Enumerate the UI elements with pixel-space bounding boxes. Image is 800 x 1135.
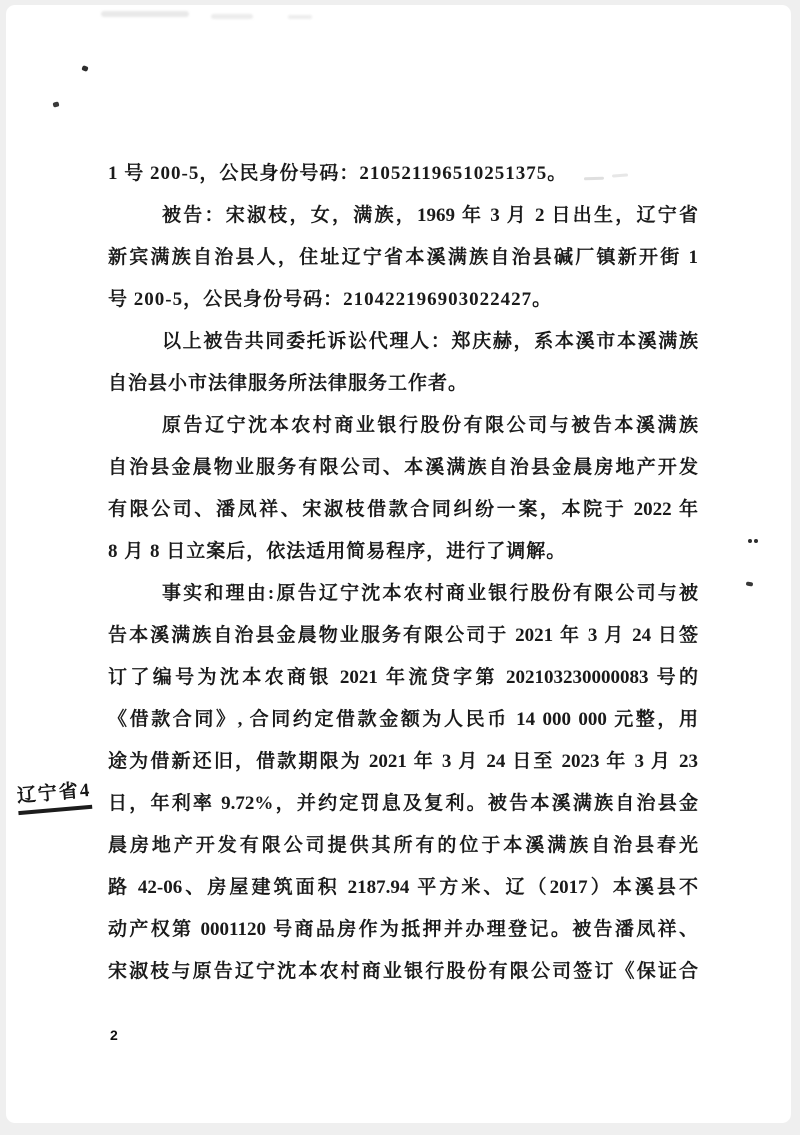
- scan-smudge: [101, 11, 189, 17]
- text-line: 订了编号为沈本农商银 2021 年流贷字第 202103230000083 号的: [108, 667, 698, 688]
- text-line: 原告辽宁沈本农村商业银行股份有限公司与被告本溪满族: [162, 415, 698, 436]
- text-line: 号 200-5，公民身份号码：210422196903022427。: [108, 289, 553, 310]
- margin-stamp-annotation: 辽宁省4: [16, 775, 93, 815]
- text-line: 路 42-06、房屋建筑面积 2187.94 平方米、辽（2017）本溪县不: [108, 877, 698, 898]
- ink-speck: [748, 539, 752, 543]
- text-line: 1 号 200-5，公民身份号码：210521196510251375。: [108, 163, 568, 184]
- text-line: 被告：宋淑枝，女，满族，1969 年 3 月 2 日出生，辽宁省: [162, 205, 698, 226]
- text-line: 自治县金晨物业服务有限公司、本溪满族自治县金晨房地产开发: [108, 457, 698, 478]
- ink-speck: [754, 539, 758, 543]
- text-line: 动产权第 0001120 号商品房作为抵押并办理登记。被告潘凤祥、: [108, 919, 698, 940]
- text-line: 有限公司、潘凤祥、宋淑枝借款合同纠纷一案，本院于 2022 年: [108, 499, 698, 520]
- text-line: 宋淑枝与原告辽宁沈本农村商业银行股份有限公司签订《保证合: [108, 961, 698, 982]
- text-line: 新宾满族自治县人，住址辽宁省本溪满族自治县碱厂镇新开街 1: [108, 247, 698, 268]
- scan-smudge: [288, 15, 312, 19]
- ink-speck: [81, 65, 88, 72]
- text-line: 途为借新还旧，借款期限为 2021 年 3 月 24 日至 2023 年 3 月 23: [108, 751, 698, 772]
- text-line: 告本溪满族自治县金晨物业服务有限公司于 2021 年 3 月 24 日签: [108, 625, 698, 646]
- text-line: 晨房地产开发有限公司提供其所有的位于本溪满族自治县春光: [108, 835, 698, 856]
- document-body: [108, 153, 698, 993]
- ink-speck: [52, 101, 59, 107]
- page-number: 2: [110, 1027, 118, 1043]
- text-line: 日，年利率 9.72%，并约定罚息及复利。被告本溪满族自治县金: [108, 793, 698, 814]
- ink-speck: [746, 581, 754, 586]
- scan-smudge: [211, 14, 253, 19]
- scanned-page: [6, 5, 791, 1123]
- text-line: 8 月 8 日立案后，依法适用简易程序，进行了调解。: [108, 541, 567, 562]
- text-line: 《借款合同》, 合同约定借款金额为人民币 14 000 000 元整，用: [108, 709, 698, 730]
- text-line: 事实和理由:原告辽宁沈本农村商业银行股份有限公司与被: [162, 583, 698, 604]
- text-line: 以上被告共同委托诉讼代理人：郑庆赫，系本溪市本溪满族: [162, 331, 698, 352]
- text-line: 自治县小市法律服务所法律服务工作者。: [108, 373, 469, 394]
